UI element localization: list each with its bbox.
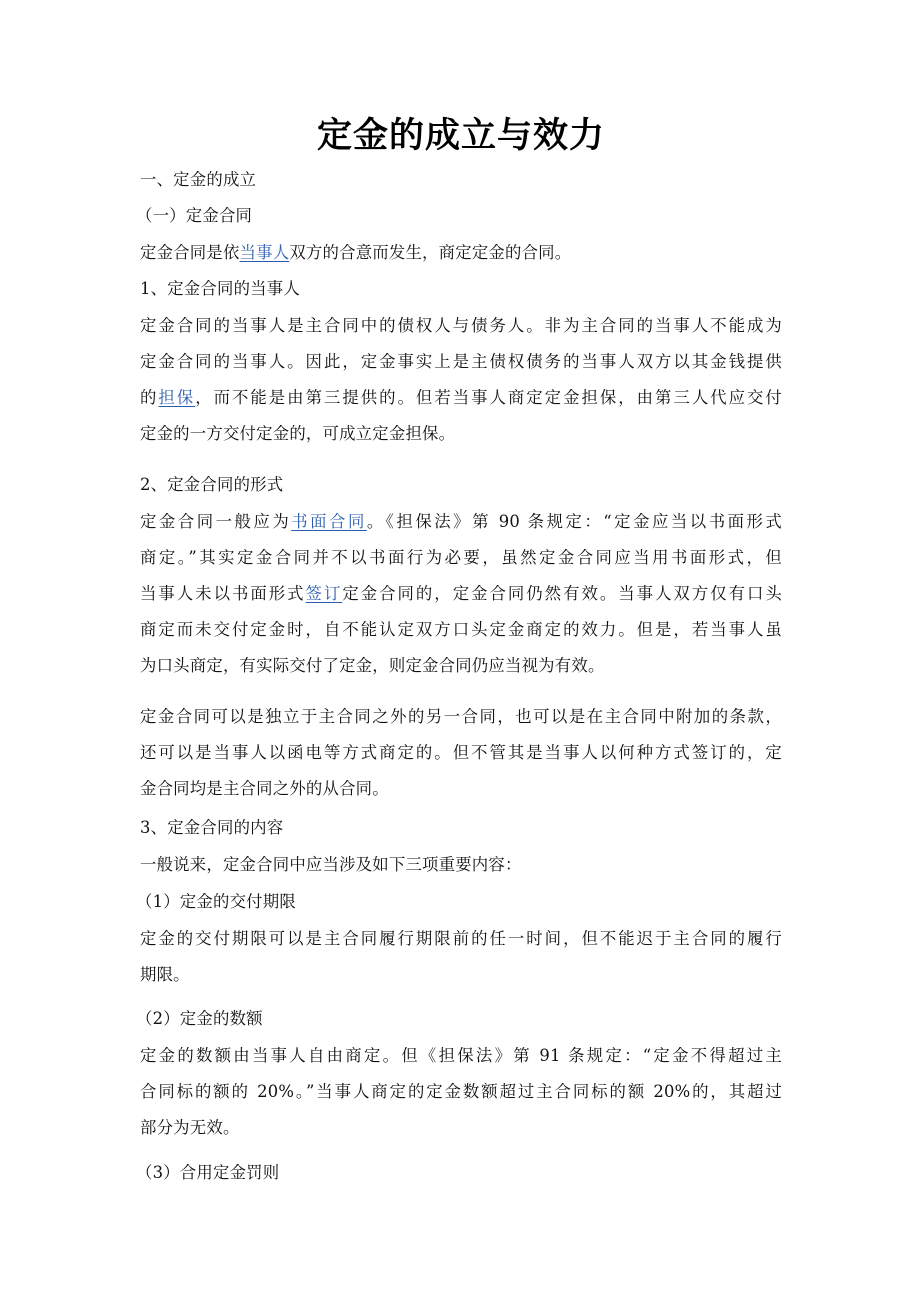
heading-section-one: 一、定金的成立 — [140, 170, 257, 189]
heading-subsection-one: （一）定金合同 — [136, 206, 253, 225]
paragraph-line: 为口头商定，有实际交付了定金，则定金合同仍应当视为有效。 — [140, 656, 605, 675]
link-danbao[interactable]: 担保 — [158, 388, 196, 407]
paragraph-line: 合同标的额的 20%。”当事人商定的定金数额超过主合同标的额 20%的，其超过 — [140, 1082, 782, 1101]
text-fragment: 的 — [140, 388, 159, 407]
paragraph-line: 还可以是当事人以函电等方式商定的。但不管其是当事人以何种方式签订的，定 — [140, 743, 782, 762]
paragraph-parties — [140, 308, 782, 452]
text-fragment: 当事人未以书面形式 — [140, 584, 306, 603]
paragraph-line — [140, 380, 782, 416]
heading-parties: 1、定金合同的当事人 — [140, 279, 300, 298]
document-title: 定金的成立与效力 — [316, 116, 605, 156]
paragraph-content-intro: 一般说来，定金合同中应当涉及如下三项重要内容： — [140, 855, 522, 874]
intro-text-after: 双方的合意而发生，商定定金的合同。 — [289, 243, 572, 262]
heading-form: 2、定金合同的形式 — [140, 475, 284, 494]
paragraph-line: 商定。”其实定金合同并不以书面行为必要，虽然定金合同应当用书面形式，但 — [140, 548, 782, 567]
paragraph-line: 定金的一方交付定金的，可成立定金担保。 — [140, 424, 456, 443]
paragraph-line: 金合同均是主合同之外的从合同。 — [140, 779, 389, 798]
paragraph-line: 商定而未交付定金时，自不能认定双方口头定金商定的效力。但是，若当事人虽 — [140, 620, 782, 639]
text-fragment: 定金合同的，定金合同仍然有效。当事人双方仅有口头 — [342, 584, 782, 603]
heading-content: 3、定金合同的内容 — [140, 818, 284, 837]
paragraph-intro — [140, 241, 782, 265]
paragraph-line: 定金合同的当事人。因此，定金事实上是主债权债务的当事人双方以其金钱提供 — [140, 352, 782, 371]
text-fragment: 。《担保法》第 90 条规定：“定金应当以书面形式 — [366, 512, 782, 531]
heading-item-amount: （2）定金的数额 — [136, 1009, 263, 1028]
paragraph-form — [140, 504, 782, 684]
intro-text-before: 定金合同是依 — [140, 243, 240, 262]
paragraph-line: 定金合同可以是独立于主合同之外的另一合同，也可以是在主合同中附加的条款， — [140, 707, 782, 726]
paragraph-amount — [140, 1038, 782, 1146]
heading-item-deadline: （1）定金的交付期限 — [136, 892, 296, 911]
paragraph-line: 定金的交付期限可以是主合同履行期限前的任一时间，但不能迟于主合同的履行 — [140, 929, 782, 948]
paragraph-deadline — [140, 921, 782, 993]
text-fragment: 定金合同一般应为 — [140, 512, 292, 531]
heading-item-penalty: （3）合用定金罚则 — [136, 1163, 280, 1182]
link-qianding[interactable]: 签订 — [305, 584, 343, 603]
link-shumian-hetong[interactable]: 书面合同 — [291, 512, 367, 531]
paragraph-form-types — [140, 699, 782, 807]
paragraph-line: 定金合同的当事人是主合同中的债权人与债务人。非为主合同的当事人不能成为 — [140, 316, 782, 335]
paragraph-line — [140, 504, 782, 540]
paragraph-line: 定金的数额由当事人自由商定。但《担保法》第 91 条规定：“定金不得超过主 — [140, 1046, 782, 1065]
link-dangshiren[interactable]: 当事人 — [239, 243, 290, 262]
paragraph-line: 部分为无效。 — [140, 1118, 240, 1137]
paragraph-line — [140, 576, 782, 612]
text-fragment: ，而不能是由第三提供的。但若当事人商定定金担保，由第三人代应交付 — [195, 388, 783, 407]
paragraph-line: 期限。 — [140, 965, 190, 984]
